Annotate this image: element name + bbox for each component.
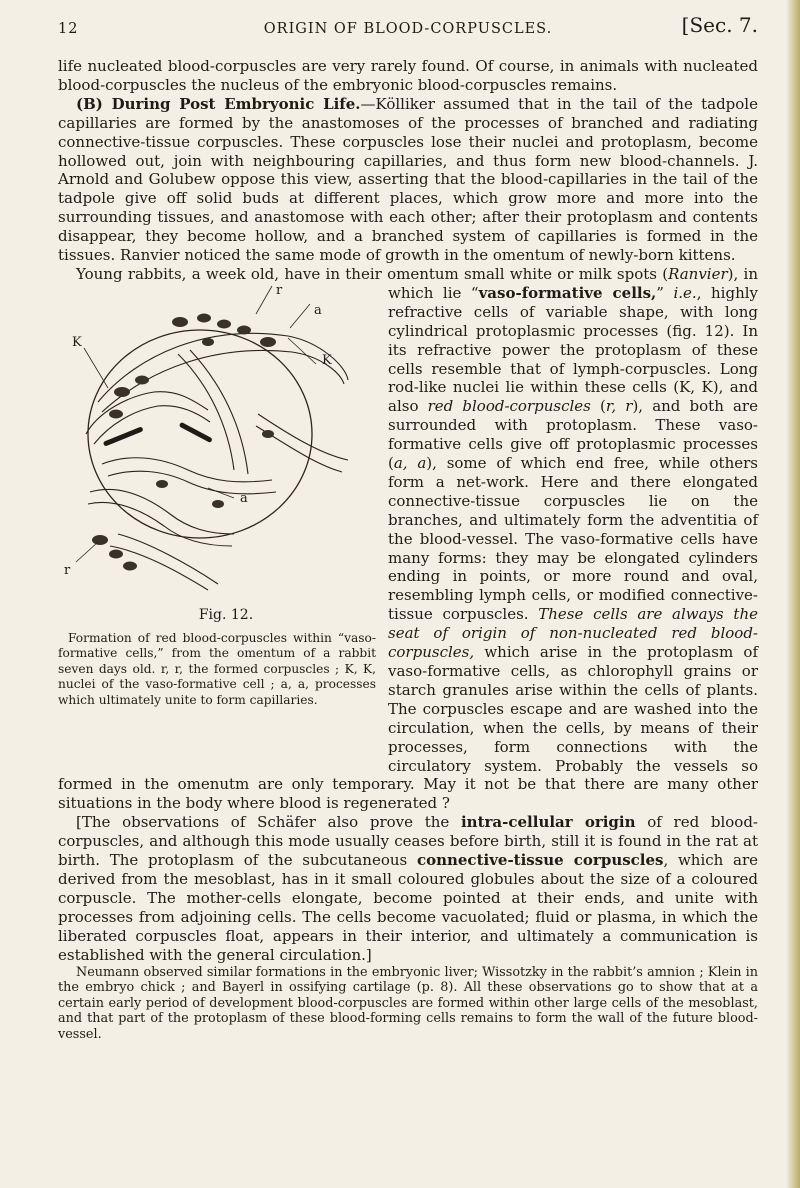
italic-thesis: These cells are always the seat of origin of non-nucleated red blood-corpuscles, [388, 605, 758, 662]
term-connective-tissue-corpuscles: connective-tissue corpuscles [416, 851, 664, 870]
fig-letter-a-mid: a [240, 490, 248, 506]
running-title: ORIGIN OF BLOOD-CORPUSCLES. [263, 21, 553, 37]
body-text [58, 57, 758, 1042]
paragraph-post-embryonic: (B) During Post Embryonic Life.—Kölliker assumed that in the tail of the tadpole capillaries are formed by the anastomoses of the processes of branched and radiating connective-tissue corpuscles. These corpuscles lose their nuclei and protoplasm, become hollowed out, join with neighbouring capillaries, and thus form new blood-channels. J. Arnold and Golubew oppose this view, asserting that the blood-capillaries in the tail of the tadpole give off solid buds at different places, which grow more and more into the surrounding tissues, and anastomose with each other; after their protoplasm and contents disappear, they become hollow, and a branched system of capillaries is formed in the tissues. Ranvier noticed the same mode of growth in the omentum of newly-born kittens. [58, 94, 758, 265]
fig-letter-k-right: K [322, 352, 332, 368]
fig-letter-k-left: K [72, 334, 82, 350]
fig-12-illustration [58, 284, 376, 600]
figure-12 [58, 284, 376, 760]
fig-letter-r-top: r [276, 283, 283, 298]
fig-letter-a-top: a [314, 302, 322, 318]
section-marker: [Sec. 7. [681, 13, 758, 37]
footnote-paragraph: Neumann observed similar formations in the embryonic liver; Wissotzky in the rabbit’s amnion ; Klein in the embryo chick ; and Bayerl in ossifying cartilage (p. 8). All these observations go to show that at a certain early period of development blood-corpuscles are formed within other large cells of the mesoblast, and that part of the protoplasm of these blood-forming cells remains to form the wall of the future blood-vessel. [58, 964, 758, 1042]
figure-caption: Formation of red blood-corpuscles within “vaso-formative cells,” from the omentum of a rabbit seven days old. r, r, the formed corpuscles ; K, K, nuclei of the vaso-formative cell ; a, a, processes which ultimately unite to form capillaries. [58, 630, 376, 707]
paragraph-schafer: [The observations of Schäfer also prove the intra-cellular origin of red blood-corpuscles, and although this mode usually ceases before birth, still it is found in the rat at birth. The protoplasm of the subcutaneous connective-tissue corpuscles, which are derived from the mesoblast, has in it small coloured globules about the size of a coloured corpuscle. The mother-cells elongate, become pointed at their ends, and unite with processes from adjoining cells. The cells become vacuolated; fluid or plasma, in which the liberated corpuscles float, appears in their interior, and ultimately a communication is established with the general circulation.] [58, 813, 759, 964]
term-intra-cellular-origin: intra-cellular origin [460, 813, 636, 832]
running-header [58, 13, 758, 44]
paragraph-1: life nucleated blood-corpuscles are very rarely found. Of course, in animals with nucleated blood-corpuscles the nucleus of the embryonic blood-corpuscles remains. [58, 57, 758, 94]
term-vaso-formative-cells: vaso-formative cells, [478, 283, 657, 302]
page-number: 12 [58, 21, 79, 37]
fig-letter-r-bottom: r [64, 562, 71, 578]
subheading-post-embryonic: (B) During Post Embryonic Life. [76, 94, 361, 113]
paragraph-vaso-formative: Young rabbits, a week old, have in their omentum small white or milk spots (Ranvier), in which lie “vaso-formative cells,” i.e. r a K K a r Fig. 12. Formation of red blood-corpuscles within “vaso-formative cells,” from the omentum of a rabbit seven days old. r, r, the formed corpuscles ; K, K, nuclei of the vaso-formative cell ; a, a, processes which ultimately unite to form capillaries. , highly refractive cells of variable shape, with long cylindrical protoplasmic processes (fig. 12). In its refractive power the protoplasm of these cells resemble that of lymph-corpuscles. Long rod-like nuclei lie within these cells (K, K), and also red blood-corpuscles (r, r), and both are surrounded with protoplasm. These vaso-formative cells give off protoplasmic processes (a, a), some of which end free, while others form a net-work. Here and there elongated connective-tissue corpuscles lie on the branches, and ultimately form the adventitia of the blood-vessel. The vaso-formative cells have many forms: they may be elongated cylinders ending in points, or more round and oval, resembling lymph cells, or modified connective-tissue corpuscles. These cells are always the seat of origin of non-nucleated red blood-corpuscles, which arise in the protoplasm of vaso-formative cells, as chlorophyll grains or starch granules arise within the cells of plants. The corpuscles escape and are washed into the circulation, when the cells, by means of their processes, form connections with the circulatory system. Probably the vessels so formed in the omenutm are only temporary. May it not be that there are many other situations in the body where blood is regenerated ? [58, 264, 759, 813]
page-edge [786, 0, 800, 1188]
book-page [58, 0, 758, 1188]
figure-label: Fig. 12. [198, 606, 254, 623]
